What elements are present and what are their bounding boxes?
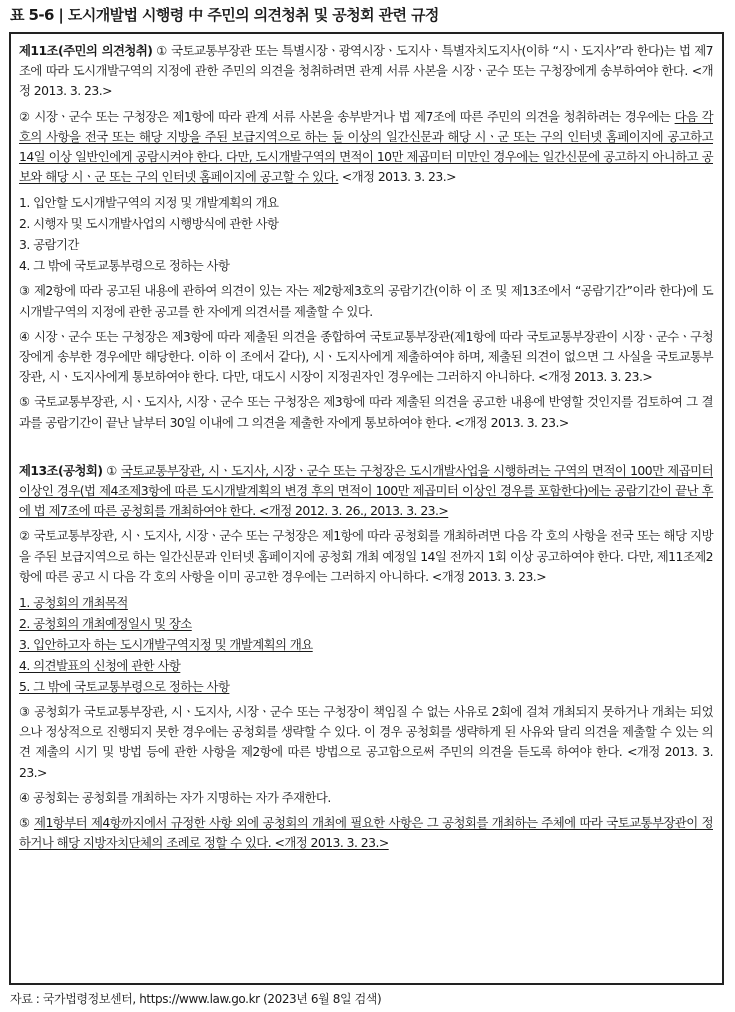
art13-paragraph-5 bbox=[19, 813, 713, 853]
art13-heading: 제13조(공청회) bbox=[19, 462, 103, 478]
regulation-box bbox=[9, 32, 724, 985]
art11-p2-underlined: 다음 각 호의 사항을 전국 또는 해당 지방을 주된 보급지역으로 하는 둘 이상의 일간신문과 해당 시ㆍ군 또는 구의 인터넷 홈페이지에 공고하고 14일 이상 일반인에게 공람시켜야 한다. 다만, 도시개발구역의 면적이 10만 제곱미터 미만인 경우에는 일간신문에 공고하지 아니하고 공보와 해당 시ㆍ군 또는 구의 인터넷 홈페이지에 공고할 수 있다. bbox=[19, 108, 713, 185]
art11-heading: 제11조(주민의 의견청취) bbox=[19, 43, 153, 58]
source-note: 자료 : 국가법령정보센터, https://www.law.go.kr (2023년 6월 8일 검색) bbox=[10, 992, 382, 1006]
art11-paragraph-5: ⑤ 국토교통부장관, 시ㆍ도지사, 시장ㆍ군수 또는 구청장은 제3항에 따라 제출된 의견을 공고한 내용에 반영할 것인지를 검토하여 그 결과를 공람기간이 끝난 날부터 30일 이내에 그 의견을 제출한 자에게 통보하여야 한다. <개정 2013. 3. 23.> bbox=[19, 394, 713, 430]
art13-paragraph-4: ④ 공청회는 공청회를 개최하는 자가 지명하는 자가 주재한다. bbox=[19, 789, 331, 805]
list-item: 1. 공청회의 개최목적 bbox=[19, 595, 128, 611]
art11-p2-text-c: <개정 2013. 3. 23.> bbox=[338, 169, 456, 185]
art11-p2-text-a: ② 시장ㆍ군수 또는 구청장은 제1항에 따라 관계 서류 사본을 송부받거나 법 제7조에 따른 주민의 의견을 청취하려는 경우에는 bbox=[19, 108, 675, 124]
art11-paragraph-2 bbox=[19, 107, 713, 188]
art13-item-list bbox=[19, 592, 713, 697]
list-item: 1. 입안할 도시개발구역의 지정 및 개발계획의 개요 bbox=[19, 195, 279, 211]
art11-paragraph-1 bbox=[19, 41, 713, 102]
list-item: 3. 공람기간 bbox=[19, 237, 79, 253]
list-item: 3. 입안하고자 하는 도시개발구역지정 및 개발계획의 개요 bbox=[19, 637, 313, 653]
art11-item-list bbox=[19, 192, 713, 276]
art13-p5-text-a: ⑤ bbox=[19, 815, 35, 831]
art13-paragraph-1 bbox=[19, 461, 713, 522]
list-item: 2. 공청회의 개최예정일시 및 장소 bbox=[19, 616, 192, 632]
art13-p1-underlined: 국토교통부장관, 시ㆍ도지사, 시장ㆍ군수 또는 구청장은 도시개발사업을 시행하려는 구역의 면적이 100만 제곱미터 이상인 경우(법 제4조제3항에 따른 도시개발계획의 변경 후의 면적이 100만 제곱미터 이상인 경우를 포함한다)에는 공람기간이 끝난 후에 법 제7조에 따른 공청회를 개최하여야 한다. <개정 2012. 3. 26., 2013. 3. 23.> bbox=[19, 462, 713, 519]
article-spacer bbox=[19, 438, 713, 461]
art13-paragraph-3: ③ 공청회가 국토교통부장관, 시ㆍ도지사, 시장ㆍ군수 또는 구청장이 책임질 수 없는 사유로 2회에 걸쳐 개최되지 못하거나 개최는 되었으나 정상적으로 진행되지 못한 경우에는 공청회를 생략할 수 있다. 이 경우 공청회를 생략하게 된 사유와 달리 의견을 제출할 수 있는 의견 제출의 시기 및 방법 등에 관한 사항을 제2항에 따른 방법으로 공고함으로써 주민의 의견을 듣도록 하여야 한다. <개정 2013. 3. 23.> bbox=[19, 704, 713, 780]
list-item: 2. 시행자 및 도시개발사업의 시행방식에 관한 사항 bbox=[19, 216, 279, 232]
art11-paragraph-4: ④ 시장ㆍ군수 또는 구청장은 제3항에 따라 제출된 의견을 종합하여 국토교통부장관(제1항에 따라 국토교통부장관이 시장ㆍ군수ㆍ구청장에게 송부한 경우에만 해당한다. 이하 이 조에서 같다), 시ㆍ도지사에게 제출하여야 하며, 제출된 의견이 없으면 그 사실을 국토교통부장관, 시ㆍ도지사에게 통보하여야 한다. 다만, 대도시 시장이 지정권자인 경우에는 그러하지 아니하다. <개정 2013. 3. 23.> bbox=[19, 328, 713, 385]
art13-paragraph-2: ② 국토교통부장관, 시ㆍ도지사, 시장ㆍ군수 또는 구청장은 제1항에 따라 공청회를 개최하려면 다음 각 호의 사항을 전국 또는 해당 지방을 주된 보급지역으로 하는 일간신문과 인터넷 홈페이지에 공청회 개최 예정일 14일 전까지 1회 이상 공고하여야 한다. 다만, 제11조제2항에 따른 공고 시 다음 각 호의 사항을 이미 공고한 경우에는 그러하지 아니하다. <개정 2013. 3. 23.> bbox=[19, 528, 713, 584]
art13-p1-text-a: ① bbox=[106, 462, 122, 478]
list-item: 5. 그 밖에 국토교통부령으로 정하는 사항 bbox=[19, 679, 230, 695]
table-title: 표 5-6 | 도시개발법 시행령 中 주민의 의견청취 및 공청회 관련 규정 bbox=[10, 6, 439, 24]
list-item: 4. 의견발표의 신청에 관한 사항 bbox=[19, 658, 181, 674]
art11-p1-text: ① 국토교통부장관 또는 특별시장ㆍ광역시장ㆍ도지사ㆍ특별자치도지사(이하 “시ㆍ도지사”라 한다)는 법 제7조에 따라 도시개발구역의 지정에 관한 주민의 의견을 청취하려면 관계 서류 사본을 시장ㆍ군수 또는 구청장에게 송부하여야 한다. <개정 2013. 3. 23.> bbox=[19, 43, 714, 99]
art11-paragraph-3: ③ 제2항에 따라 공고된 내용에 관하여 의견이 있는 자는 제2항제3호의 공람기간(이하 이 조 및 제13조에서 “공람기간”이라 한다)에 도시개발구역의 지정에 관한 공고를 한 자에게 의견서를 제출할 수 있다. bbox=[19, 283, 713, 319]
art13-p5-underlined: 제1항부터 제4항까지에서 규정한 사항 외에 공청회의 개최에 필요한 사항은 그 공청회를 개최하는 주체에 따라 국토교통부장관이 정하거나 해당 지방자치단체의 조례로 정할 수 있다. <개정 2013. 3. 23.> bbox=[19, 815, 713, 851]
list-item: 4. 그 밖에 국토교통부령으로 정하는 사항 bbox=[19, 258, 230, 274]
